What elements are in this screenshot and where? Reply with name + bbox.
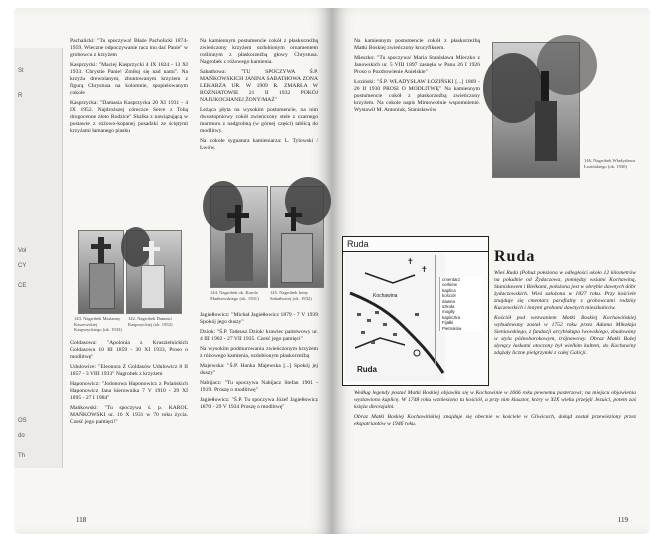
ruda-text-lower — [354, 390, 636, 431]
tombstone-photo — [270, 186, 324, 288]
left-column-2-bottom — [200, 312, 318, 414]
paragraph: Na wysokim podmurowaniu zwieńczonym krzyżem z różowego kamienia, ozdobionym płaskorzeźbą — [200, 346, 318, 359]
paragraph: Według legendy postać Matki Boskiej objawiła się w Kochawinie w 1666 roku pewnemu pasterzowi; na miejscu objawienia wystawiono kaplicę. W 1748 roku wzniesiono tu kościół, a przy nim klasztor, który w XIX wieku przejęli Jezuici, potem zaś księża diecezjalni. — [354, 390, 636, 410]
paragraph: Mańkowski: "Tu spoczywa ś. p. KAROL MAŃKOWSKI ur. 16 X 1931 w 70 roku życia. Cześć jego pamięci!" — [70, 405, 188, 425]
ruda-text-upper — [494, 270, 636, 360]
paragraph: Goldasowa: "Apolonia z Kruszielnickich Goldasowa 10 III 1859 - 30 XI 1933, Proso o modlitwę" — [70, 340, 188, 360]
page-number: 119 — [617, 516, 628, 524]
legend-item: cerkiew — [442, 282, 457, 288]
left-page — [14, 8, 332, 534]
book-spread — [14, 8, 650, 534]
photo-caption: 146. Nagrobek Władysława Łozińskiego (ok. 1930) — [584, 158, 636, 169]
paragraph: Wieś Ruda (Pobuż położona w odległości około 12 kilometrów na południe od Żydaczowa, pomiędzy wsiami Kochawiną, Stanisławem i Bielkami, położona jest w obrębie dawnych dóbr żydaczowskich. Wieś założona w 1827 roku. Przy kościele znajduje się cmentarz parafialny z grobowcami rodziny Kuczewskich i innymi grobami dawnych mieszkańców. — [494, 270, 636, 311]
photo-caption: 142. Nagrobek Damasii Kasprzyckiej (ok. 1952) — [128, 316, 173, 327]
section-title: Ruda — [494, 248, 536, 265]
left-column-1-bottom — [70, 340, 188, 429]
side-label: St — [18, 68, 24, 74]
paragraph: Sabathowa: "TU SPOCZYWA Ś.P. MAŃKOWSKICH JANINA SABATHOWA ZONA LEKARZA UR. W 1909 R. ZMARŁA W ROŻNIATOWIE 21 II 1932 POKÓJ NAJUKOCHANEJ ŻONY/MAŻ" — [200, 69, 318, 103]
paragraph: Kościół pod wezwaniem Matki Boskiej Kochawińskiej wybudowany został w 1752 roku przez Adama Mikołaja Sieniawskiego, z fundacji arcybiskupa lwowskiego, zbudowany w stylu późnobarokowym, trójnawowy. Obraz Matki Bożej słynący łaskami otoczony był wielkim kultem, do Kochawiny zdążały liczne pielgrzymki z całej Galicji. — [494, 315, 636, 356]
map-label-town: Kochawina — [373, 293, 398, 299]
paragraph: Leżąca płyta na wysokim postumencie, na nim dwustopniowy cokół zwieńczony stele z czarnego marmuru z nadgrobną (w górnej części) tablicą do modlitwy. — [200, 107, 318, 134]
paragraph: Kasprzycki: "Maciej Kasprzycki 4 IX 1824 - 13 XI 1933. Chrystie Panie! Zmiłuj się nad nami". Na krzyżu drewnianym, zbuntowanym krzyżem z figurą Chrystusa na kolumnie, spopielowanym cokole — [70, 62, 188, 96]
legend-item: cmentarz — [442, 277, 461, 282]
underlying-page-edge — [14, 48, 63, 468]
tombstone-photo — [126, 230, 182, 314]
side-label: Vol — [18, 248, 27, 254]
side-label: OS — [18, 418, 27, 424]
photo-caption: 145. Nagrobek Ireny Sabathowej (ok. 1932) — [270, 290, 312, 301]
paragraph: Obraz Matki Boskiej Kochawińskiej znajduje się obecnie w kościele w Gliwicach, dokąd został przewieziony przez ekspatriantów w 1946 roku. — [354, 414, 636, 427]
side-label: R — [18, 93, 23, 99]
legend-item: Fijałki — [442, 320, 454, 326]
page-number: 118 — [76, 516, 87, 524]
right-page — [332, 8, 650, 534]
cross-icon: ✝ — [421, 265, 428, 274]
side-label: CY — [18, 263, 27, 269]
left-column-2-top — [200, 38, 318, 155]
photo-caption: 144. Nagrobek ok. Karola Mańkowskiego (ok. 1931) — [210, 290, 259, 301]
photo-caption: 143. Nagrobek Marianny Kaszewskiej Kasprzyckiego (ok. 1933) — [74, 316, 122, 333]
paragraph: Nabijacz: "Tu spoczywa Nabijacz Stefan 1901 - 1919. Proszę o modlitwę" — [200, 380, 318, 393]
paragraph: Na kamiennym postumencie cokół z płaskorzeźbą zwieńczony krzyżem ozdobionym ornamentem roślinnym z płaskorzeźbą głowy Chrystusa. Nagrobek z różowego kamienia. — [200, 38, 318, 65]
legend-item: szkoła — [442, 304, 455, 310]
legend-item: kapliczka — [442, 314, 461, 320]
side-label: CE — [18, 283, 27, 289]
map-legend — [439, 277, 482, 331]
paragraph: Kasprzycka: "Damasia Kasprzycka 20 XI 1931 - 4 IX 1952. Najdroższej córeczce Serce z Tobą drogocenne złoto Rodzice" Skalka z nawiązującą w postawie z różowo-kopanej posadzki ze ściętymi krzyżami łamanego piasku — [70, 100, 188, 134]
paragraph: Na cokole sygnatura kamieniarza: L. Tylowski / Lwów. — [200, 138, 318, 151]
tombstone-photo — [78, 230, 124, 314]
legend-item: kaplica — [442, 287, 456, 293]
paragraph: Na kamiennym postumencie cokół z płaskorzeźbą Matki Boskiej zwieńczony krucyfiksem. — [354, 38, 480, 51]
tombstone-photo — [492, 42, 580, 178]
map-drawing — [345, 253, 445, 381]
map-header: Ruda — [347, 239, 369, 249]
legend-item: Pietruków — [442, 325, 462, 331]
paragraph: Jagiełłowicz: "Michał Jagiełłowicz 1879 - 7 V 1939 Spokój jego duszy" — [200, 312, 318, 325]
legend-item: kościół — [442, 293, 456, 299]
tombstone-photo — [210, 186, 268, 288]
side-label: Th — [18, 453, 26, 459]
map-ruda — [342, 236, 489, 386]
paragraph: Udulowice: "Eleonora Z Goldasów Udulowicz 8 II 1857 - 3 VIII 1933" Nagrobek z krzyżem — [70, 364, 188, 377]
side-label: do — [18, 433, 25, 439]
paragraph: Pachalicki: "Tu spoczywa! Błaże Pacholicki 1874-1959. Wieczne odpoczywanie racz mu dać Panie" w grobowcu z krzyżem — [70, 38, 188, 58]
legend-item: mogiły — [442, 309, 455, 315]
paragraph: Łoziński: "Ś.P. WŁADYSŁAW ŁOZIŃSKI [...] 1869 - 26 II 1930 PROSI O MODLITWĘ" Na kamiennym postumencie cokół z płaskorzeźbą zwieńczony krzyżem. Na cokole napis Mimowolnie wspomnienie. Wystawił M. Antoniuk, Stanisławów — [354, 79, 480, 113]
map-label-main: Ruda — [357, 365, 377, 374]
paragraph: Majewska: "Ś.P. Hanka Majewska [...] Spokój jej duszy" — [200, 363, 318, 376]
paragraph: Dziok: "Ś.P. Tadeusz Dziok/ krawiec państwowy ur. 4 III 1902 - 27 VII 1935. Cześć jego pamięci" — [200, 329, 318, 342]
paragraph: Mieszko: "Tu spoczywa/ Maria Stanisława Mleczko z Janowskich ur. 5 VIII 1897 zasnęła w Panu 26 I 1926 Proso o Pozdrowienie Anielskie" — [354, 55, 480, 75]
cross-icon: ✝ — [407, 257, 414, 266]
paragraph: Haponowicz: "Jodonowa Haponowicz z Polańskich Haponowicz Jana kierownika 7 V 1910 - 29 XI 1895 - 27 I 1984" — [70, 381, 188, 401]
legend-item: dawna — [442, 298, 455, 304]
right-column-top — [354, 38, 480, 117]
left-column-1-top — [70, 38, 188, 138]
paragraph: Jagiełłowicz: "Ś.P. Tu spoczywa Józef Jagiełłowicz 1870 - 29 V 1934 Proszę o modlitwę" — [200, 397, 318, 410]
